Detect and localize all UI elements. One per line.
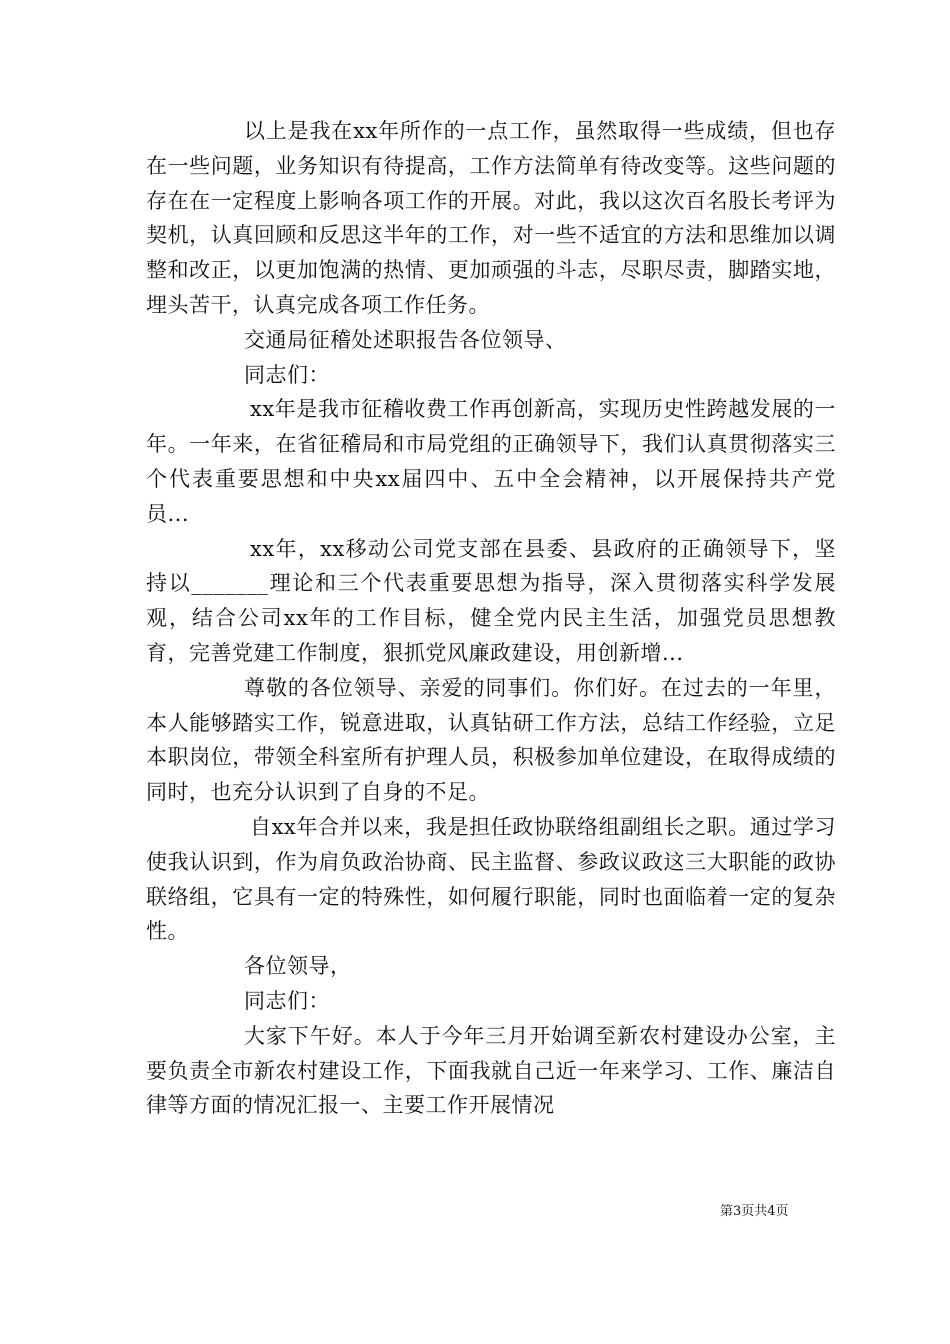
paragraph-mobile-company: xx年，xx移动公司党支部在县委、县政府的正确领导下，坚持以_______理论和三个代表重要思想为指导，深入贯彻落实科学发展观，结合公司xx年的工作目标，健全党内民主生活，加强党员思想教育，完善党建工作制度，狠抓党风廉政建设，用创新增... [146,536,836,665]
paragraph-new-countryside: 大家下午好。本人于今年三月开始调至新农村建设办公室，主要负责全市新农村建设工作，下面我就自己近一年来学习、工作、廉洁自律等方面的情况汇报一、主要工作开展情况 [146,1023,836,1118]
paragraph-heading-traffic-bureau: 交通局征稽处述职报告各位领导、 [244,327,567,352]
paragraph-salutation-comrades: 同志们： [244,362,330,387]
paragraph-toll-collection: xx年是我市征稽收费工作再创新高，实现历史性跨越发展的一年。一年来，在省征稽局和市局党组的正确领导下，我们认真贯彻落实三个代表重要思想和中央xx届四中、五中全会精神，以开展保持共产党员... [146,397,836,526]
paragraph-salutation-comrades-2: 同志们： [244,988,330,1013]
paragraph-cppcc-liaison: 自xx年合并以来，我是担任政协联络组副组长之职。通过学习使我认识到，作为肩负政治协商、民主监督、参政议政这三大职能的政协联络组，它具有一定的特殊性，如何履行职能，同时也面临着一定的复杂性。 [146,814,836,944]
document-body [146,114,836,1123]
page-number-footer: 第3页共4页 [720,1204,789,1219]
paragraph-summary: 以上是我在xx年所作的一点工作，虽然取得一些成绩，但也存在一些问题，业务知识有待提高，工作方法简单有待改变等。这些问题的存在在一定程度上影响各项工作的开展。对此，我以这次百名股长考评为契机，认真回顾和反思这半年的工作，对一些不适宜的方法和思维加以调整和改正，以更加饱满的热情、更加顽强的斗志，尽职尽责，脚踏实地，埋头苦干，认真完成各项工作任务。 [146,119,836,317]
paragraph-nursing: 尊敬的各位领导、亲爱的同事们。你们好。在过去的一年里，本人能够踏实工作，锐意进取，认真钻研工作方法，总结工作经验，立足本职岗位，带领全科室所有护理人员，积极参加单位建设，在取得成绩的同时，也充分认识到了自身的不足。 [146,675,836,805]
paragraph-salutation-leaders: 各位领导， [244,954,352,979]
